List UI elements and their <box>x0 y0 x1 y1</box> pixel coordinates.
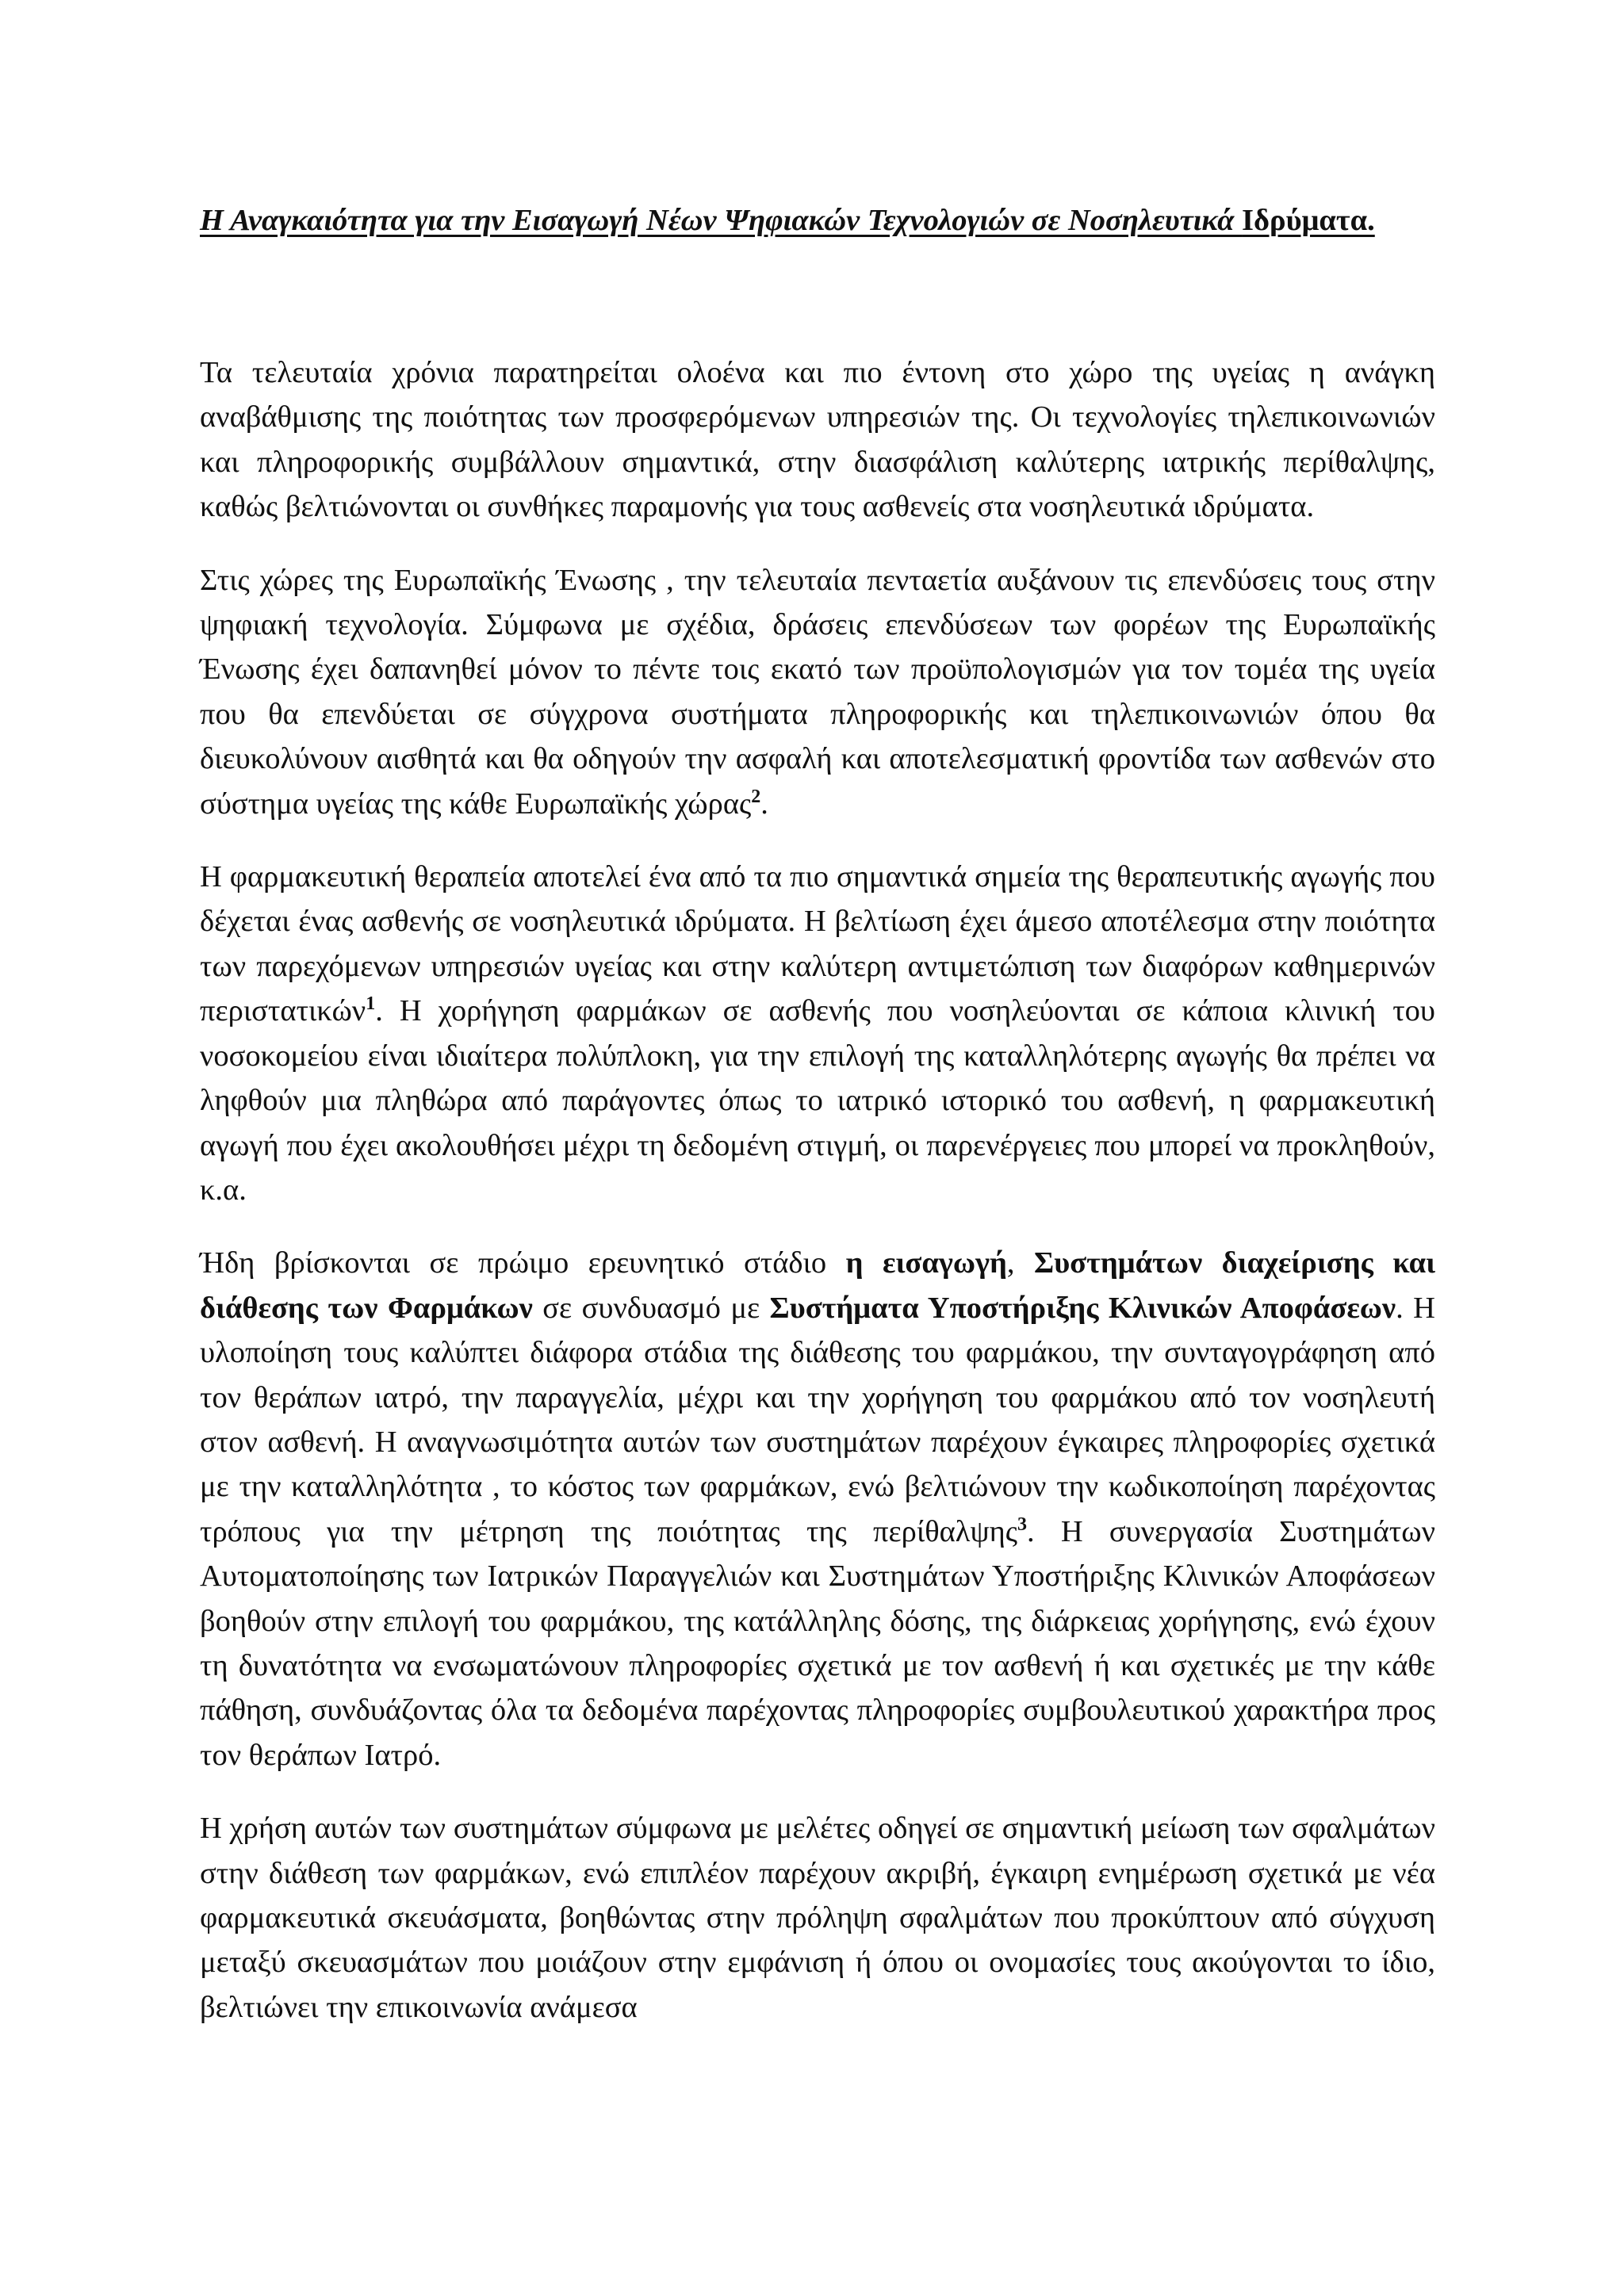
paragraph-4 <box>200 1241 1435 1777</box>
title-text: Η Αναγκαιότητα για την Εισαγωγή Νέων Ψηφιακών Τεχνολογιών σε Νοσηλευτικά <box>200 204 1243 237</box>
paragraph-1: Τα τελευταία χρόνια παρατηρείται ολοένα και πιο έντονη στο χώρο της υγείας η ανάγκη αναβάθμισης της ποιότητας των προσφερόμενων υπηρεσιών της. Οι τεχνολογίες τηλεπικοινωνιών και πληροφορικής συμβάλλουν σημαντικά, στην διασφάλιση καλύτερης ιατρικής περίθαλψης, καθώς βελτιώνονται οι συνθήκες παραμονής για τους ασθενείς στα νοσηλευτικά ιδρύματα. <box>200 356 1435 524</box>
paragraph-3-text-a: Η φαρμακευτική θεραπεία αποτελεί ένα από τα πιο σημαντικά σημεία της θεραπευτικής αγωγής που δέχεται ένας ασθενής σε νοσηλευτικά ιδρύματα. Η βελτίωση έχει άμεσο αποτέλεσμα στην ποιότητα των παρεχόμενων υπηρεσιών υγείας και στην καλύτερη αντιμετώπιση των διαφόρων καθημερινών περιστατικών <box>200 860 1435 1028</box>
document-title <box>200 198 1435 243</box>
paragraph-2-text: Στις χώρες της Ευρωπαϊκής Ένωσης , την τελευταία πενταετία αυξάνουν τις επενδύσεις τους στην ψηφιακή τεχνολογία. Σύμφωνα με σχέδια, δράσεις επενδύσεων των φορέων της Ευρωπαϊκής Ένωσης έχει δαπανηθεί μόνον το πέντε τοις εκατό των προϋπολογισμών για τον τομέα της υγεία που θα επενδύεται σε σύγχρονα συστήματα πληροφορικής και τηλεπικοινωνιών όπου θα διευκολύνουν αισθητά και θα οδηγούν την ασφαλή και αποτελεσματική φροντίδα των ασθενών στο σύστημα υγείας της κάθε Ευρωπαϊκής χώρας <box>200 563 1435 821</box>
paragraph-4-text-b: σε συνδυασμό με <box>532 1291 770 1325</box>
footnote-ref-1: 1 <box>366 993 376 1015</box>
footnote-ref-3: 3 <box>1017 1513 1027 1535</box>
paragraph-4-bold-b: Συστημάτων διαχείρισης και διάθεσης των Φαρμάκων <box>200 1246 1436 1325</box>
paragraph-4-bold-c: Συστήματα Υποστήριξης Κλινικών Αποφάσεων <box>769 1291 1396 1325</box>
paragraph-5: Η χρήση αυτών των συστημάτων σύμφωνα με μελέτες οδηγεί σε σημαντική μείωση των σφαλμάτων στην διάθεση των φαρμάκων, ενώ επιπλέον παρέχουν ακριβή, έγκαιρη ενημέρωση σχετικά με νέα φαρμακευτικά σκευάσματα, βοηθώντας στην πρόληψη σφαλμάτων που προκύπτουν από σύγχυση μεταξύ σκευασμάτων που μοιάζουν στην εμφάνιση ή όπου οι ονομασίες τους ακούγονται το ίδιο, βελτιώνει την επικοινωνία ανάμεσα <box>200 1812 1435 2024</box>
paragraph-3 <box>200 855 1435 1212</box>
footnote-ref-2: 2 <box>751 786 761 807</box>
title-text-end: Ιδρύματα. <box>1242 204 1375 237</box>
paragraph-2 <box>200 558 1435 826</box>
paragraph-2-end: . <box>760 786 768 821</box>
paragraph-4-text-a: Ήδη βρίσκονται σε πρώιμο ερευνητικό στάδιο <box>200 1246 846 1280</box>
paragraph-3-text-b: . Η χορήγηση φαρμάκων σε ασθενής που νοσηλεύονται σε κάποια κλινική του νοσοκομείου είναι ιδιαίτερα πολύπλοκη, για την επιλογή της καταλληλότερης αγωγής θα πρέπει να ληφθούν μια πληθώρα από παράγοντες όπως το ιατρικό ιστορικό του ασθενή, η φαρμακευτική αγωγή που έχει ακολουθήσει μέχρι τη δεδομένη στιγμή, οι παρενέργειες που μπορεί να προκληθούν, κ.α. <box>200 994 1435 1207</box>
paragraph-4-bold-a: η εισαγωγή <box>845 1246 1007 1280</box>
paragraph-4-sep-a: , <box>1006 1246 1035 1280</box>
paragraph-4-text-d: . Η συνεργασία Συστημάτων Αυτοματοποίησης των Ιατρικών Παραγγελιών και Συστημάτων Υποστήριξης Κλινικών Αποφάσεων βοηθούν στην επιλογή του φαρμάκου, της κατάλληλης δόσης, της διάρκειας χορήγησης, ενώ έχουν τη δυνατότητα να ενσωματώνουν πληροφορίες σχετικά με τον ασθενή ή και σχετικές με την κάθε πάθηση, συνδυάζοντας όλα τα δεδομένα παρέχοντας πληροφορίες συμβουλευτικού χαρακτήρα προς τον θεράπων Ιατρό. <box>200 1514 1435 1772</box>
paragraph-4-text-c: . Η υλοποίηση τους καλύπτει διάφορα στάδια της διάθεσης του φαρμάκου, την συνταγογράφηση από τον θεράπων ιατρό, την παραγγελία, μέχρι και την χορήγηση του φαρμάκου από τον νοσηλευτή στον ασθενή. Η αναγνωσιμότητα αυτών των συστημάτων παρέχουν έγκαιρες πληροφορίες σχετικά με την καταλληλότητα , το κόστος των φαρμάκων, ενώ βελτιώνουν την κωδικοποίηση παρέχοντας τρόπους για την μέτρηση της ποιότητας της περίθαλψης <box>200 1291 1435 1548</box>
